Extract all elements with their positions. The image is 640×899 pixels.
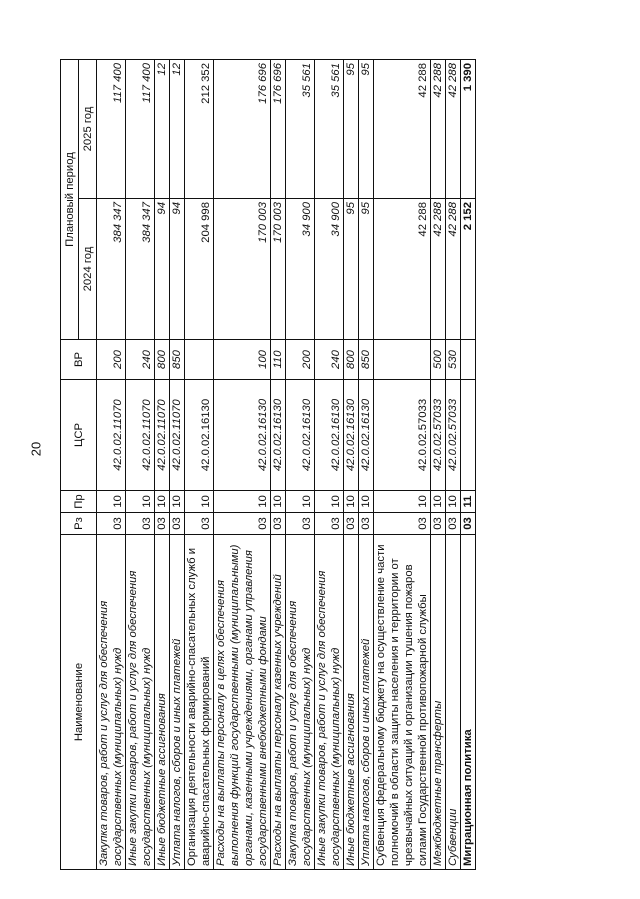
cell-rz: 03 <box>431 513 446 535</box>
cell-vr <box>461 340 476 380</box>
cell-csr: 42.0.02.16130 <box>286 380 315 491</box>
cell-vr: 100 <box>214 340 271 380</box>
table-row <box>446 60 461 870</box>
cell-csr: 42.0.02.11070 <box>155 380 170 491</box>
cell-rz: 03 <box>359 513 374 535</box>
header-pr: Пр <box>61 491 97 513</box>
cell-rz: 03 <box>374 513 431 535</box>
cell-vr: 800 <box>344 340 359 380</box>
header-planned-period: Плановый период <box>61 60 79 340</box>
cell-2024: 94 <box>170 199 185 340</box>
cell-csr: 42.0.02.16130 <box>214 380 271 491</box>
cell-2024: 384 347 <box>97 199 126 340</box>
cell-2025: 12 <box>155 60 170 199</box>
cell-2024: 2 152 <box>461 199 476 340</box>
budget-table <box>60 59 476 870</box>
cell-name: Субвенция федеральному бюджету на осуществление части полномочий в области защиты населения и территории от чрезвычайных ситуаций и организации тушения пожаров силами Государственной противопожарной службы <box>374 535 431 870</box>
cell-rz: 03 <box>214 513 271 535</box>
header-vr: ВР <box>61 340 97 380</box>
cell-pr: 10 <box>286 491 315 513</box>
cell-pr: 10 <box>315 491 344 513</box>
rotated-table-container <box>60 60 556 870</box>
cell-csr: 42.0.02.11070 <box>170 380 185 491</box>
table-row <box>214 60 271 870</box>
cell-rz: 03 <box>344 513 359 535</box>
cell-pr: 10 <box>126 491 155 513</box>
cell-vr: 850 <box>359 340 374 380</box>
cell-pr: 11 <box>461 491 476 513</box>
table-row <box>315 60 344 870</box>
cell-2024: 170 003 <box>214 199 271 340</box>
cell-name: Межбюджетные трансферты <box>431 535 446 870</box>
header-csr: ЦСР <box>61 380 97 491</box>
cell-pr: 10 <box>374 491 431 513</box>
cell-name: Организация деятельности аварийно-спасательных служб и аварийно-спасательных формирований <box>185 535 214 870</box>
cell-2025: 35 561 <box>286 60 315 199</box>
header-name: Наименование <box>61 535 97 870</box>
cell-csr: 42.0.02.57033 <box>374 380 431 491</box>
cell-2024: 384 347 <box>126 199 155 340</box>
cell-2024: 95 <box>359 199 374 340</box>
table-row <box>155 60 170 870</box>
cell-rz: 03 <box>446 513 461 535</box>
cell-2025: 12 <box>170 60 185 199</box>
cell-pr: 10 <box>185 491 214 513</box>
cell-name: Миграционная политика <box>461 535 476 870</box>
table-row <box>185 60 214 870</box>
table-row <box>97 60 126 870</box>
table-row <box>126 60 155 870</box>
cell-name: Иные закупки товаров, работ и услуг для обеспечения государственных (муниципальных) нужд <box>315 535 344 870</box>
cell-rz: 03 <box>97 513 126 535</box>
cell-name: Закупка товаров, работ и услуг для обеспечения государственных (муниципальных) нужд <box>286 535 315 870</box>
table-row <box>271 60 286 870</box>
cell-vr: 800 <box>155 340 170 380</box>
cell-pr: 10 <box>97 491 126 513</box>
cell-pr: 10 <box>170 491 185 513</box>
cell-csr: 42.0.02.16130 <box>185 380 214 491</box>
cell-name: Иные бюджетные ассигнования <box>344 535 359 870</box>
header-year-2024: 2024 год <box>79 199 97 340</box>
cell-rz: 03 <box>126 513 155 535</box>
cell-2025: 95 <box>344 60 359 199</box>
cell-2025: 176 696 <box>214 60 271 199</box>
header-year-2025: 2025 год <box>79 60 97 199</box>
header-rz: Рз <box>61 513 97 535</box>
cell-2025: 42 288 <box>374 60 431 199</box>
table-row <box>286 60 315 870</box>
cell-2024: 34 900 <box>286 199 315 340</box>
cell-vr <box>374 340 431 380</box>
cell-2025: 212 352 <box>185 60 214 199</box>
cell-2024: 42 288 <box>374 199 431 340</box>
cell-csr: 42.0.02.57033 <box>446 380 461 491</box>
cell-2024: 204 998 <box>185 199 214 340</box>
cell-2024: 34 900 <box>315 199 344 340</box>
cell-csr: 42.0.02.11070 <box>97 380 126 491</box>
cell-rz: 03 <box>461 513 476 535</box>
cell-pr: 10 <box>214 491 271 513</box>
cell-2024: 42 288 <box>431 199 446 340</box>
table-row <box>431 60 446 870</box>
cell-pr: 10 <box>155 491 170 513</box>
cell-2024: 42 288 <box>446 199 461 340</box>
cell-pr: 10 <box>446 491 461 513</box>
cell-vr: 850 <box>170 340 185 380</box>
cell-2025: 95 <box>359 60 374 199</box>
cell-pr: 10 <box>271 491 286 513</box>
cell-2025: 35 561 <box>315 60 344 199</box>
cell-name: Иные закупки товаров, работ и услуг для обеспечения государственных (муниципальных) нужд <box>126 535 155 870</box>
cell-rz: 03 <box>271 513 286 535</box>
cell-rz: 03 <box>286 513 315 535</box>
cell-2025: 117 400 <box>126 60 155 199</box>
cell-vr: 240 <box>315 340 344 380</box>
table-row <box>170 60 185 870</box>
cell-vr: 530 <box>446 340 461 380</box>
cell-name: Субвенции <box>446 535 461 870</box>
cell-csr: 42.0.02.16130 <box>359 380 374 491</box>
cell-name: Расходы на выплаты персоналу казенных учреждений <box>271 535 286 870</box>
cell-name: Закупка товаров, работ и услуг для обеспечения государственных (муниципальных) нужд <box>97 535 126 870</box>
cell-2025: 42 288 <box>431 60 446 199</box>
cell-csr: 42.0.02.16130 <box>271 380 286 491</box>
cell-name: Уплата налогов, сборов и иных платежей <box>170 535 185 870</box>
cell-pr: 10 <box>359 491 374 513</box>
cell-name: Уплата налогов, сборов и иных платежей <box>359 535 374 870</box>
cell-vr <box>185 340 214 380</box>
cell-rz: 03 <box>155 513 170 535</box>
cell-rz: 03 <box>185 513 214 535</box>
cell-vr: 200 <box>286 340 315 380</box>
cell-vr: 240 <box>126 340 155 380</box>
cell-csr: 42.0.02.16130 <box>344 380 359 491</box>
cell-rz: 03 <box>170 513 185 535</box>
cell-rz: 03 <box>315 513 344 535</box>
cell-csr <box>461 380 476 491</box>
cell-pr: 10 <box>344 491 359 513</box>
cell-pr: 10 <box>431 491 446 513</box>
cell-2025: 176 696 <box>271 60 286 199</box>
table-row <box>359 60 374 870</box>
cell-csr: 42.0.02.16130 <box>315 380 344 491</box>
cell-csr: 42.0.02.57033 <box>431 380 446 491</box>
cell-vr: 110 <box>271 340 286 380</box>
cell-2025: 117 400 <box>97 60 126 199</box>
cell-csr: 42.0.02.11070 <box>126 380 155 491</box>
table-row <box>461 60 476 870</box>
table-row <box>374 60 431 870</box>
cell-name: Иные бюджетные ассигнования <box>155 535 170 870</box>
cell-vr: 200 <box>97 340 126 380</box>
page-number: 20 <box>28 441 44 457</box>
cell-name: Расходы на выплаты персоналу в целях обеспечения выполнения функций государственными (муниципальными) органами, казенными учреждениями, органами управления государственными внебюджетными фондами <box>214 535 271 870</box>
cell-2024: 170 003 <box>271 199 286 340</box>
cell-2025: 1 390 <box>461 60 476 199</box>
cell-2025: 42 288 <box>446 60 461 199</box>
table-row <box>344 60 359 870</box>
cell-2024: 94 <box>155 199 170 340</box>
cell-vr: 500 <box>431 340 446 380</box>
cell-2024: 95 <box>344 199 359 340</box>
